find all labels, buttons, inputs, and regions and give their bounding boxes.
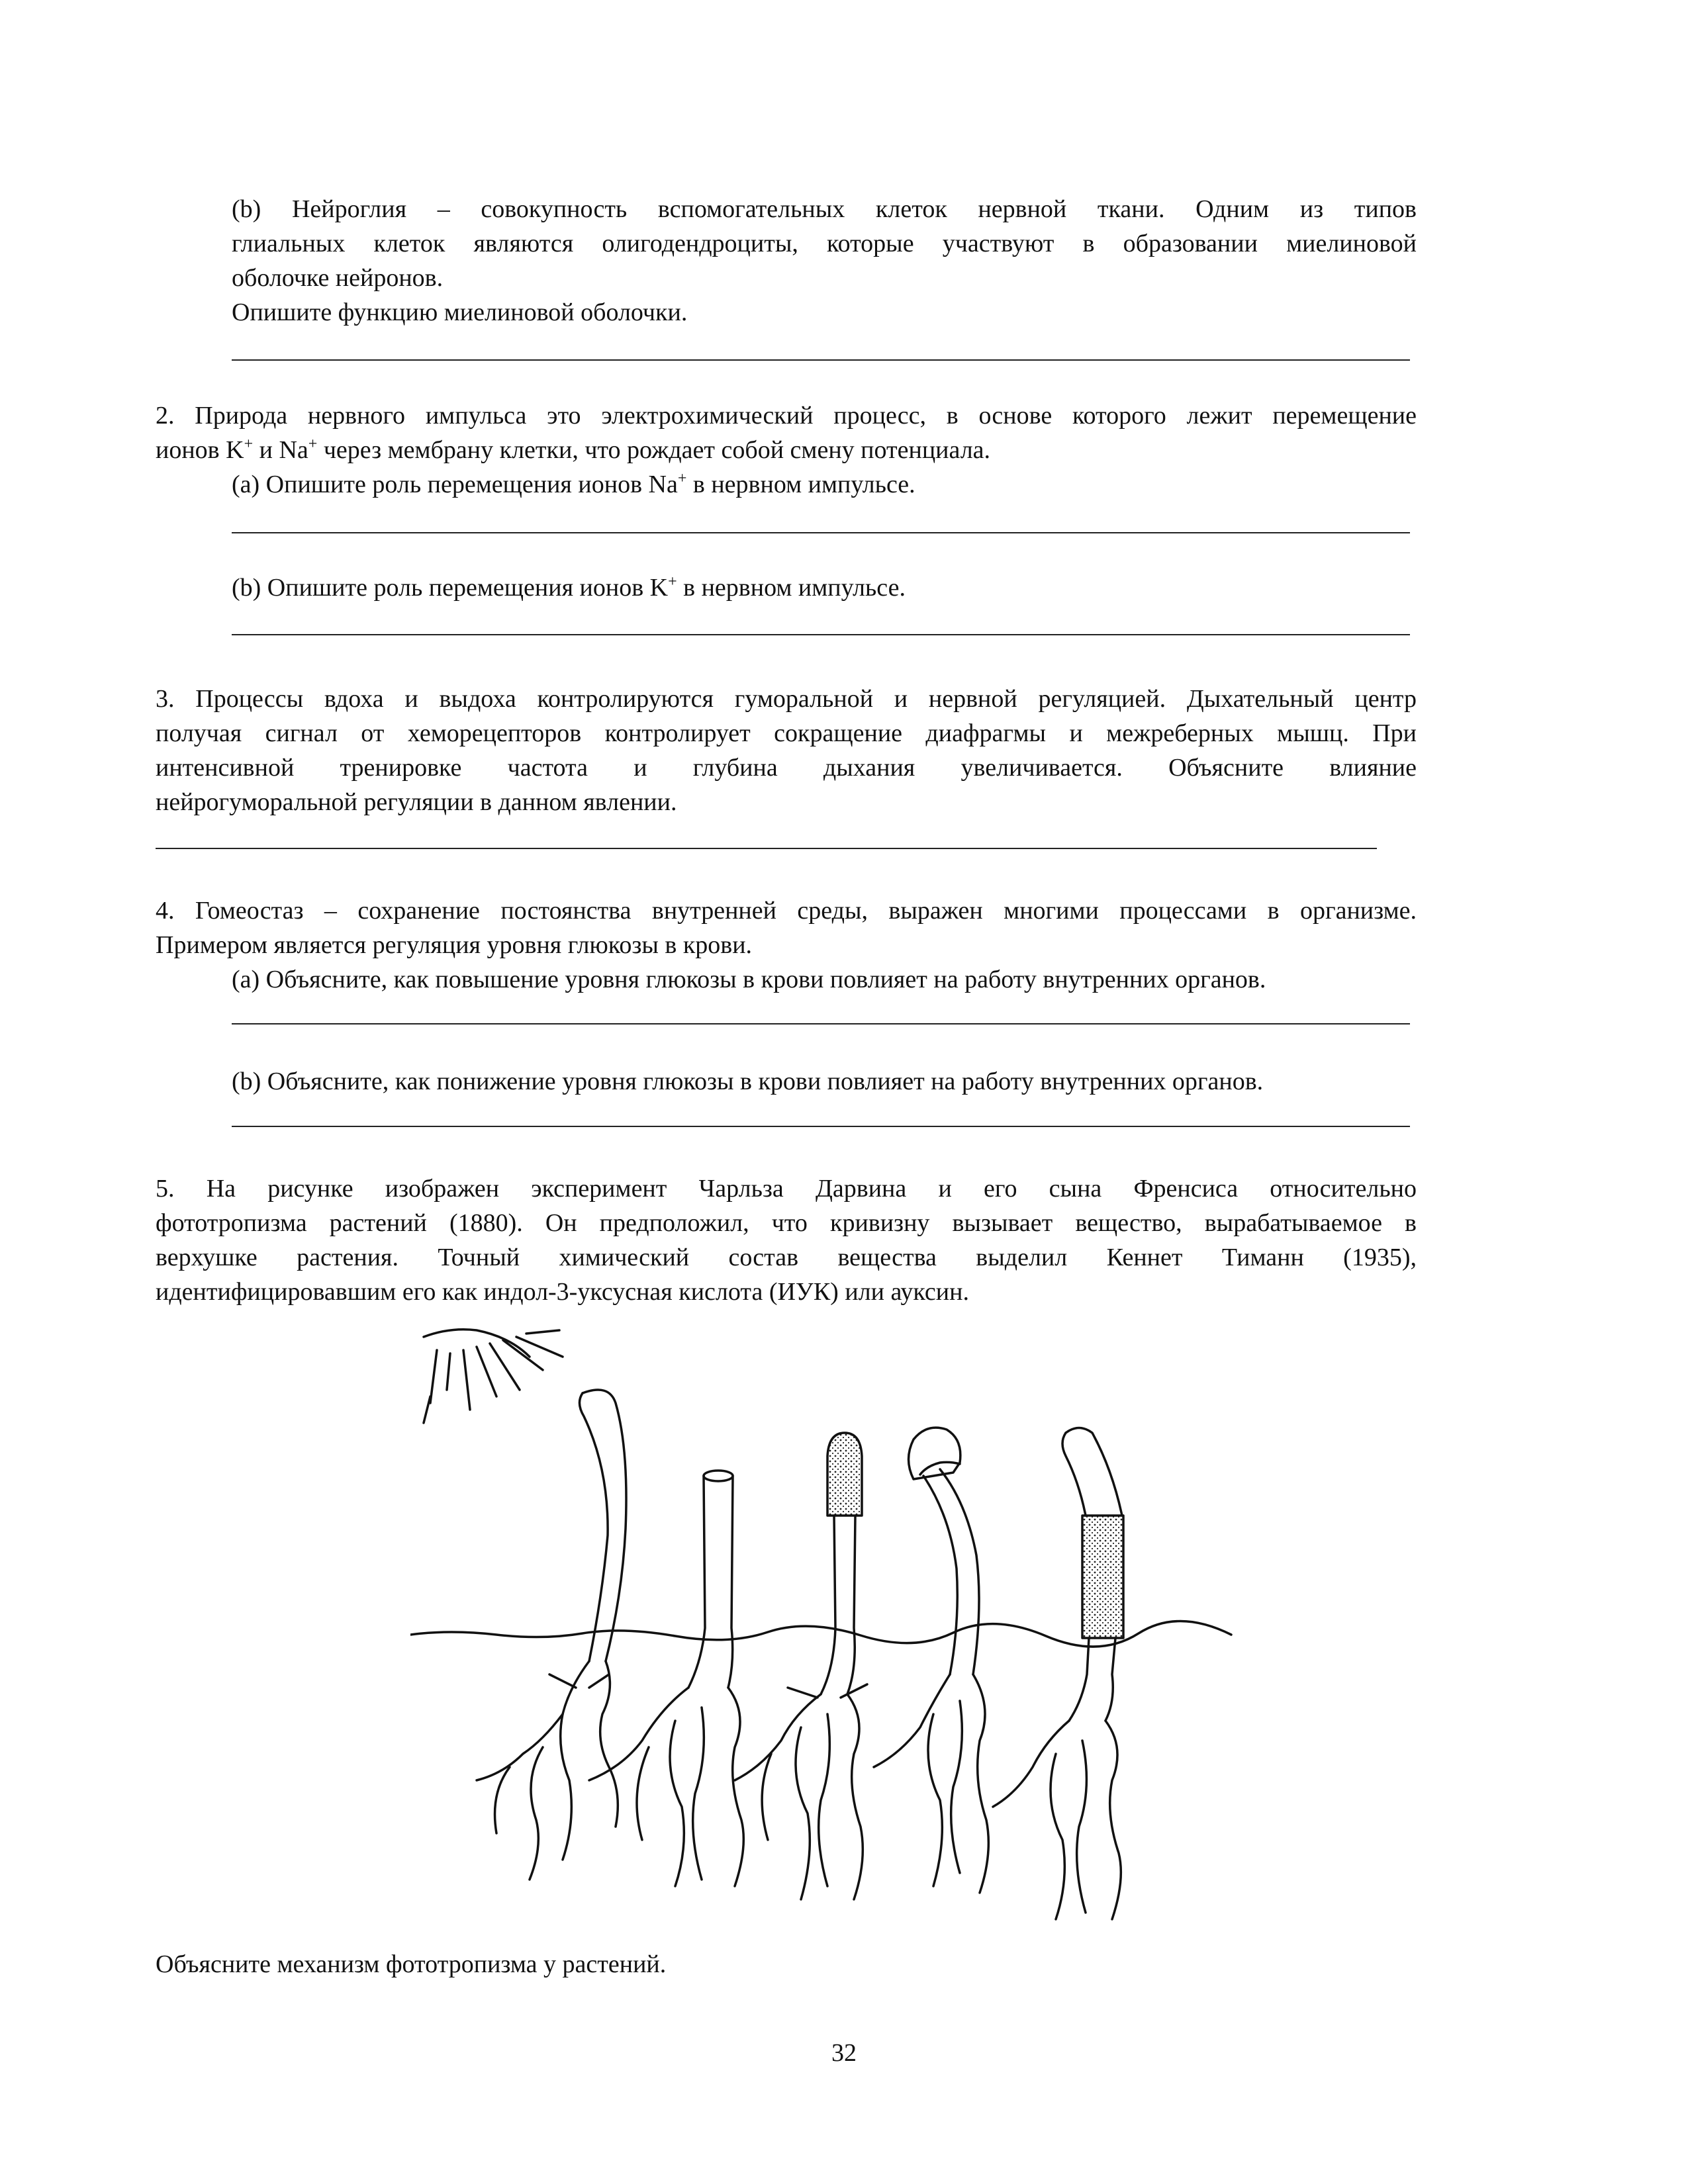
q2b-post: в нервном импульсе. <box>677 574 906 602</box>
q2-line2-b: и Na <box>253 436 308 464</box>
answer-line-q3[interactable] <box>156 848 1377 849</box>
q1b-prompt: Опишите функцию миелиновой оболочки. <box>232 298 688 326</box>
q1b-line2: глиальных клеток являются олигодендроциты, которые участвуют в образовании миелиновой <box>232 230 1417 257</box>
superscript-plus: + <box>677 470 687 487</box>
q5-line4: идентифицировавшим его как индол-3-уксусная кислота (ИУК) или ауксин. <box>156 1278 969 1306</box>
q2a-prompt <box>232 467 915 502</box>
answer-line-q2b[interactable] <box>232 634 1410 635</box>
superscript-plus: + <box>668 573 677 590</box>
seedling-shielded-base <box>993 1428 1122 1920</box>
q2b-pre: (b) Опишите роль перемещения ионов K <box>232 574 669 602</box>
q3-line4: нейрогуморальной регуляции в данном явлении. <box>156 788 677 816</box>
q4a-prompt: (a) Объясните, как повышение уровня глюкозы в крови повлияет на работу внутренних органов. <box>232 966 1266 993</box>
q5-line2: фототропизма растений (1880). Он предположил, что кривизну вызывает вещество, вырабатываемое в <box>156 1209 1417 1237</box>
opaque-cap <box>827 1433 862 1516</box>
seedling-opaque-cap <box>735 1516 867 1899</box>
superscript-plus: + <box>308 435 318 453</box>
q4-line2: Примером является регуляция уровня глюкозы в крови. <box>156 931 753 959</box>
page-number: 32 <box>831 2039 857 2067</box>
q2-line1: 2. Природа нервного импульса это электрохимический процесс, в основе которого лежит перемещение <box>156 402 1417 430</box>
seedling-tip-removed <box>589 1471 743 1886</box>
q2b-prompt <box>232 570 906 605</box>
transparent-cap <box>909 1428 961 1479</box>
answer-line-q1b[interactable] <box>232 359 1410 361</box>
q2-line2 <box>156 433 990 467</box>
q2-line2-c: через мембрану клетки, что рождает собой смену потенциала. <box>317 436 991 464</box>
q5-prompt: Объясните механизм фототропизма у растений. <box>156 1950 667 1978</box>
q2a-pre: (a) Опишите роль перемещения ионов Na <box>232 471 678 498</box>
answer-line-q4a[interactable] <box>232 1023 1410 1024</box>
darwin-phototropism-figure <box>410 1317 1258 1946</box>
q2-line2-a: ионов K <box>156 436 244 464</box>
seedling-transparent-cap <box>874 1469 988 1893</box>
q5-line3: верхушке растения. Точный химический состав вещества выделил Кеннет Тиманн (1935), <box>156 1244 1417 1271</box>
q1b-line3: оболочке нейронов. <box>232 264 444 292</box>
q2a-post: в нервном импульсе. <box>686 471 915 498</box>
q3-line2: получая сигнал от хеморецепторов контролирует сокращение диафрагмы и межреберных мышц. При <box>156 719 1417 747</box>
q3-line3: интенсивной тренировке частота и глубина дыхания увеличивается. Объясните влияние <box>156 754 1417 782</box>
q4-line1: 4. Гомеостаз – сохранение постоянства внутренней среды, выражен многими процессами в организме. <box>156 897 1417 925</box>
q5-line1: 5. На рисунке изображен эксперимент Чарльза Дарвина и его сына Френсиса относительно <box>156 1175 1417 1203</box>
q4b-prompt: (b) Объясните, как понижение уровня глюкозы в крови повлияет на работу внутренних органов. <box>232 1068 1264 1095</box>
answer-line-q4b[interactable] <box>232 1126 1410 1127</box>
answer-line-q2a[interactable] <box>232 532 1410 533</box>
sun-icon <box>424 1330 563 1423</box>
q1b-line1: (b) Нейроглия – совокупность вспомогательных клеток нервной ткани. Одним из типов <box>232 195 1417 223</box>
opaque-sleeve <box>1082 1516 1123 1638</box>
superscript-plus: + <box>244 435 254 453</box>
q3-line1: 3. Процессы вдоха и выдоха контролируются гуморальной и нервной регуляцией. Дыхательный центр <box>156 685 1417 713</box>
